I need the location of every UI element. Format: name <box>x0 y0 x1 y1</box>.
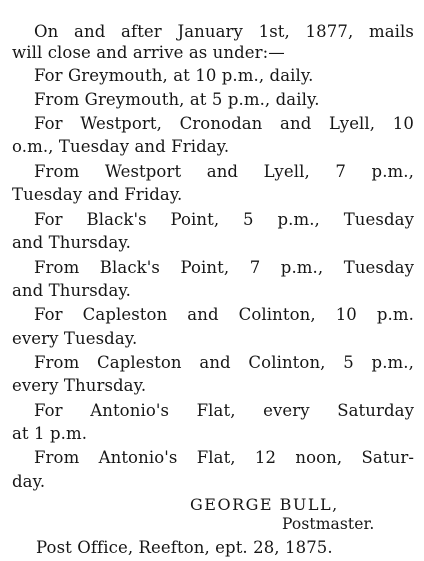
notice-line: For Capleston and Colinton, 10 p.m. <box>34 305 414 324</box>
notice-footer: Post Office, Reefton, ept. 28, 1875. <box>36 538 333 557</box>
notice-line: For Greymouth, at 10 p.m., daily. <box>34 66 314 85</box>
notice-line: o.m., Tuesday and Friday. <box>12 137 230 156</box>
notice-line: For Black's Point, 5 p.m., Tuesday <box>34 210 414 229</box>
notice-line: day. <box>12 472 46 491</box>
notice-line: every Tuesday. <box>12 329 138 348</box>
notice-line: and Thursday. <box>12 281 131 300</box>
notice-line: Tuesday and Friday. <box>12 185 183 204</box>
notice-line: From Black's Point, 7 p.m., Tuesday <box>34 258 414 277</box>
notice-line: From Westport and Lyell, 7 p.m., <box>34 162 414 181</box>
notice-line: From Capleston and Colinton, 5 p.m., <box>34 353 414 372</box>
signature-title: Postmaster. <box>282 515 375 533</box>
notice-line: For Antonio's Flat, every Saturday <box>34 401 414 420</box>
notice-line: From Greymouth, at 5 p.m., daily. <box>34 90 320 109</box>
notice-line: will close and arrive as under:— <box>12 43 285 62</box>
notice-line: From Antonio's Flat, 12 noon, Satur- <box>34 448 414 467</box>
notice-line: at 1 p.m. <box>12 424 88 443</box>
notice-line: For Westport, Cronodan and Lyell, 10 <box>34 114 414 133</box>
notice-line: On and after January 1st, 1877, mails <box>34 22 414 41</box>
notice-line: and Thursday. <box>12 233 131 252</box>
signature-name: GEORGE BULL, <box>190 495 339 514</box>
notice-line: every Thursday. <box>12 376 147 395</box>
